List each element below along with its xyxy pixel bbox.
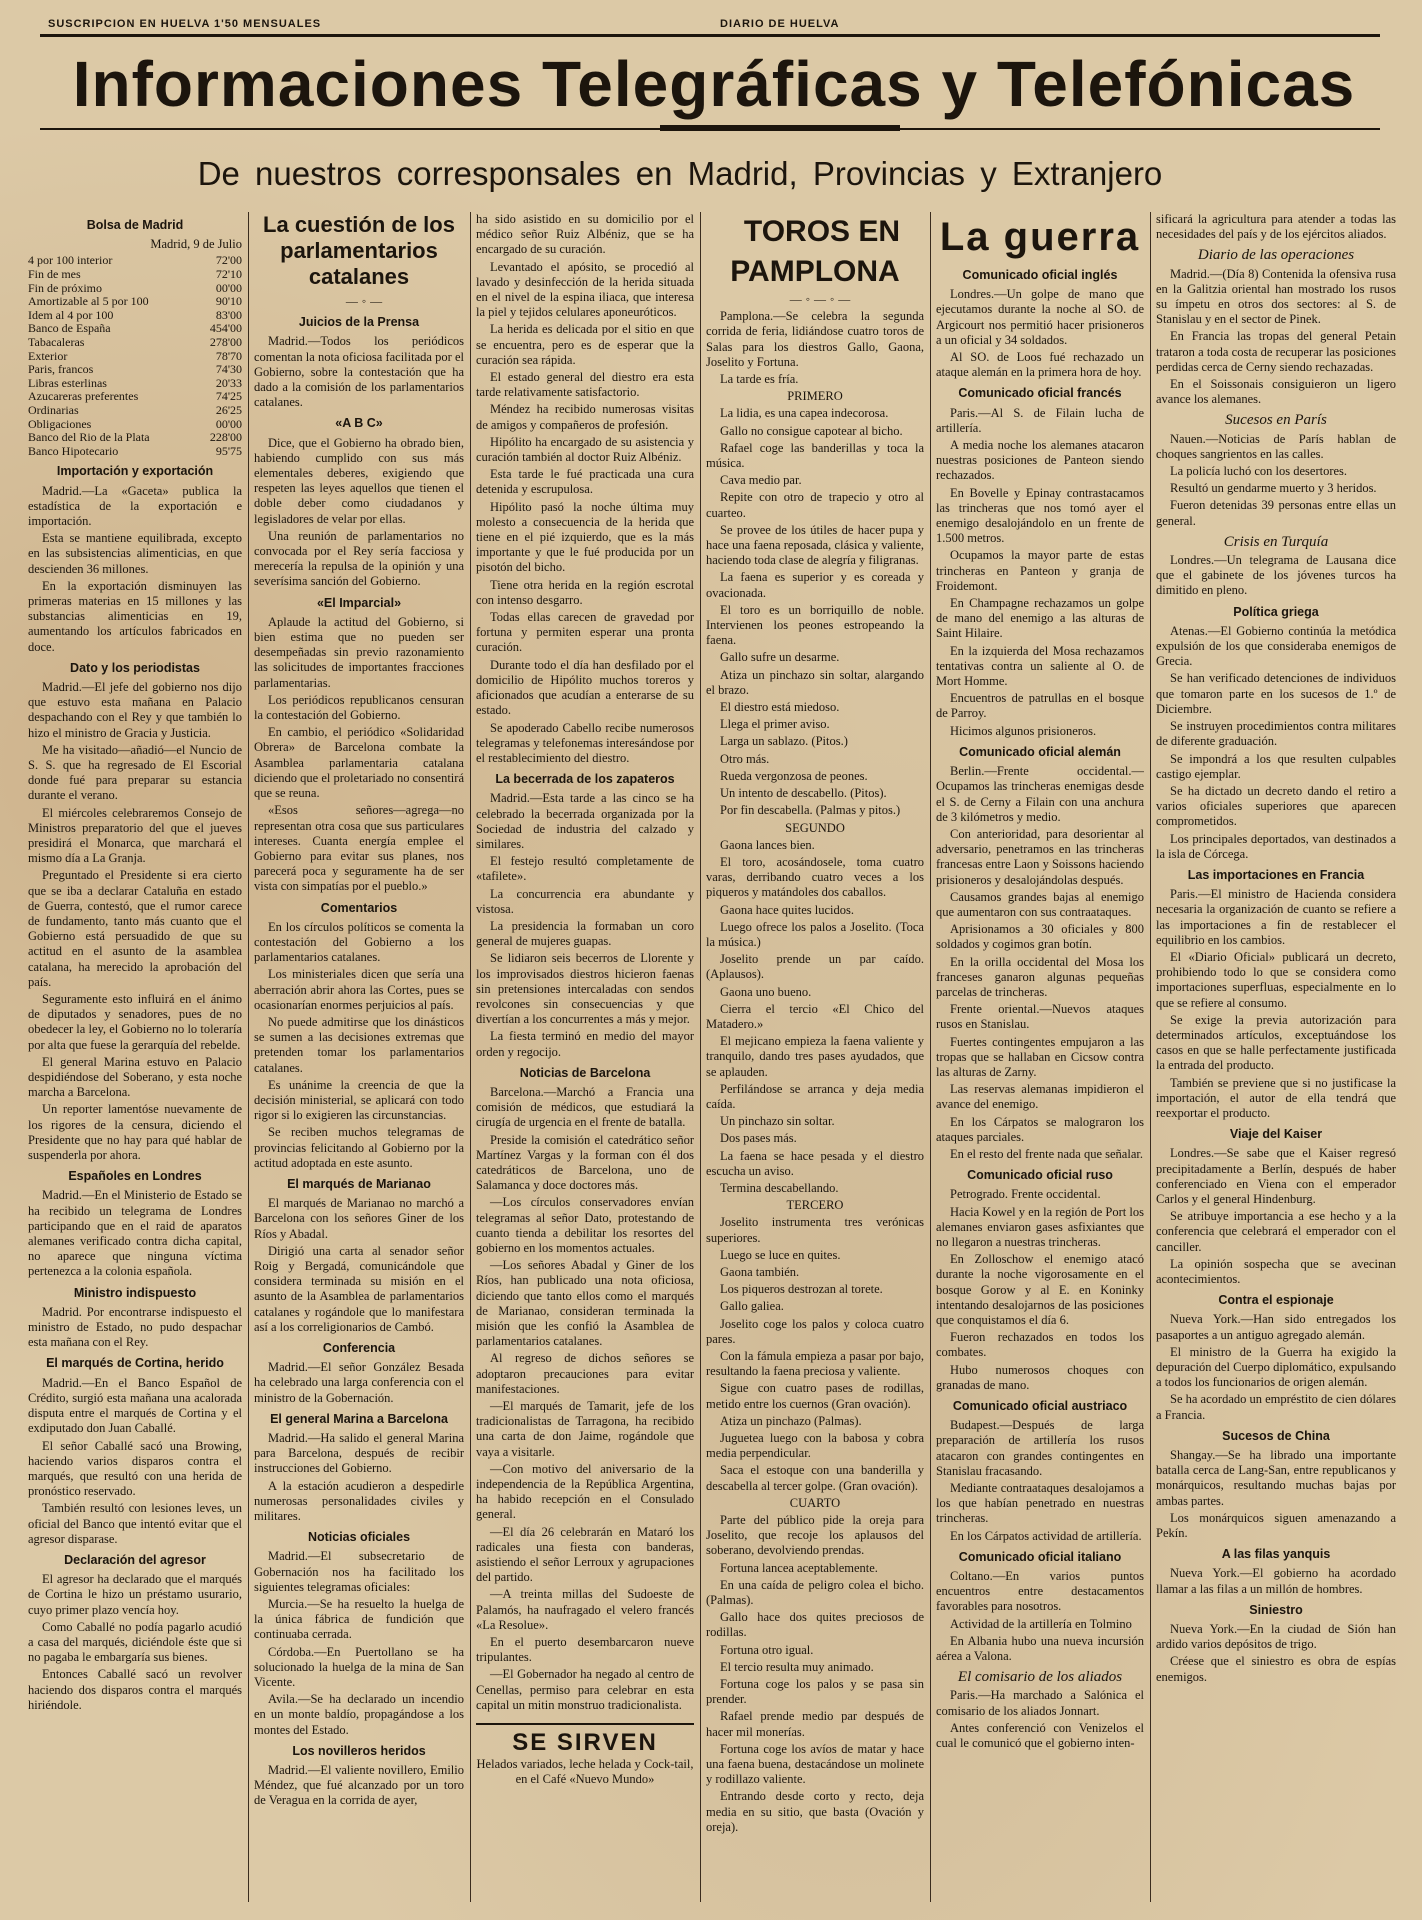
bolsa-item-name: Obligaciones bbox=[28, 416, 92, 431]
article-paragraph: «Esos señores—agrega—no representan otra cosa que sus particulares intereses. Cuanta energía emplee el Gobierno para evitar sus planes, nos parecerá poca y seguramente ha de ser vista con simpatías por el pueblo.» bbox=[254, 803, 464, 894]
article-paragraph: Hipólito ha encargado de su asistencia y curación también al doctor Ruiz Albéniz. bbox=[476, 434, 694, 465]
article-paragraph: Fueron rechazados en todos los combates. bbox=[936, 1330, 1144, 1360]
article-heading: Contra el espionaje bbox=[1218, 1293, 1334, 1308]
article-paragraph: Preguntado el Presidente si era cierto que se iba a declarar Cataluña en estado de Guerra, contestó, que el rumor carece de fundamento, tanto más cuanto que el Gobierno está persuadido de que su actitud en el asunto de la asamblea catalana, ha merecido la aprobación del país. bbox=[28, 868, 242, 989]
article-paragraph: Paris.—Ha marchado a Salónica el comisario de los aliados Jonnart. bbox=[936, 1688, 1144, 1718]
bolsa-row bbox=[28, 377, 242, 391]
article-paragraph: —El marqués de Tamarit, jefe de los tradicionalistas de Tarragona, ha recibido una carta de don Jaime, rogándole que vaya a visitarle. bbox=[476, 1399, 694, 1459]
article-paragraph: Sigue con cuatro pases de rodillas, metido entre los cuernos (Gran ovación). bbox=[706, 1381, 924, 1411]
article-paragraph: Córdoba.—En Puertollano se ha solucionado la huelga de la mina de San Vicente. bbox=[254, 1644, 464, 1690]
article-paragraph: El toro, acosándosele, toma cuatro varas, derribando cuatro veces a los piqueros y matándoles dos caballos. bbox=[706, 854, 924, 900]
article-paragraph: Se ha dictado un decreto dando el retiro a varios oficiales superiores que aparecen comprometidos. bbox=[1156, 783, 1396, 829]
article-paragraph: Londres.—Se sabe que el Kaiser regresó precipitadamente a Berlín, después de haber conferenciado en Viena con el emperador Carlos y el general Hindenburg. bbox=[1156, 1146, 1396, 1206]
article-paragraph: —El Gobernador ha negado al centro de Cenellas, permiso para celebrar en esta capital un mitin monstruo tradicionalista. bbox=[476, 1667, 694, 1712]
article-paragraph: Madrid.—La «Gaceta» publica la estadística de la exportación e importación. bbox=[28, 483, 242, 528]
bolsa-item-name: Azucareras preferentes bbox=[28, 389, 139, 404]
article-heading: Siniestro bbox=[1249, 1602, 1303, 1617]
article-paragraph: A la estación acudieron a despedirle numerosas personalidades civiles y militares. bbox=[254, 1478, 464, 1524]
article-paragraph: Se han verificado detenciones de individuos que tomaron parte en los sucesos de 1.º de Diciembre. bbox=[1156, 671, 1396, 716]
article-paragraph: Los periódicos republicanos censuran la contestación del Gobierno. bbox=[254, 692, 464, 723]
bolsa-item-value: 78'70 bbox=[215, 348, 242, 363]
article-paragraph: Madrid.—El señor González Besada ha celebrado una larga conferencia con el ministro de la Gobernación. bbox=[254, 1360, 464, 1405]
article-paragraph: Murcia.—Se ha resuelto la huelga de la única fábrica de fundición que continuaba cerrada. bbox=[254, 1597, 464, 1642]
article-paragraph: La herida es delicada por el sitio en que se encuentra, pero es de esperar que la curación sea rápida. bbox=[476, 322, 694, 367]
article-paragraph: El miércoles celebraremos Consejo de Ministros preparatorio del que el jueves presidirá el Monarca, que marchará el mismo día a La Granja. bbox=[28, 805, 242, 866]
article-paragraph: En la orilla occidental del Mosa los franceses ganaron algunas pequeñas parcelas de trincheras. bbox=[936, 954, 1144, 999]
title-rule-ornament bbox=[660, 125, 900, 131]
article-paragraph: La presidencia la formaban un coro general de mujeres guapas. bbox=[476, 918, 694, 949]
article-paragraph: Dirigió una carta al senador señor Roig y Bergadá, comunicándole que considera terminada su misión en el asunto de la Asamblea de parlamentarios catalanes y rogándole que lo manifestara así a los correligionarios de Cambó. bbox=[254, 1243, 464, 1334]
bolsa-row bbox=[28, 350, 242, 364]
article-paragraph: En cambio, el periódico «Solidaridad Obrera» de Barcelona combate la Asamblea parlamentaria catalana diciendo que el proletariado no consentirá que se reuna. bbox=[254, 725, 464, 801]
article-heading: Conferencia bbox=[322, 1341, 396, 1355]
article-paragraph: Dos pases más. bbox=[720, 1131, 797, 1146]
bolsa-row bbox=[28, 390, 242, 404]
ornament-divider: —◦—◦— bbox=[789, 292, 855, 306]
column-rule bbox=[930, 212, 931, 1902]
advertisement bbox=[476, 1723, 694, 1787]
article-paragraph: Se instruyen procedimientos contra militares de diferente graduación. bbox=[1156, 719, 1396, 749]
article-paragraph: Frente oriental.—Nuevos ataques rusos en Stanislau. bbox=[936, 1002, 1144, 1032]
article-headline: TOROS EN PAMPLONA bbox=[730, 215, 901, 288]
article-paragraph: Termina descabellando. bbox=[720, 1180, 839, 1195]
advertisement-text: Helados variados, leche helada y Cock-tail, en el Café «Nuevo Mundo» bbox=[476, 1757, 694, 1787]
article-paragraph: En Bovelle y Epinay contrastacamos las trincheras que nos tomó ayer el enemigo desalojándolo en un frente de 1.500 metros. bbox=[936, 485, 1144, 546]
bolsa-item-value: 90'10 bbox=[215, 294, 242, 309]
article-paragraph: Durante todo el día han desfilado por el domicilio de Hipólito muchos toreros y aficionados que acudían a enterarse de su estado. bbox=[476, 657, 694, 718]
article-paragraph: La faena es superior y es coreada y ovacionada. bbox=[706, 570, 924, 600]
article-paragraph: El marqués de Marianao no marchó a Barcelona con los señores Giner de los Ríos y Abadal. bbox=[254, 1196, 464, 1241]
article-paragraph: Repite con otro de trapecio y otro al cuarteo. bbox=[706, 490, 924, 520]
article-heading: Comunicado oficial ruso bbox=[967, 1168, 1113, 1183]
bolsa-heading: Bolsa de Madrid bbox=[86, 218, 184, 232]
article-heading: Comunicado oficial inglés bbox=[962, 268, 1118, 282]
bolsa-item-name: Banco Hipotecario bbox=[28, 443, 119, 458]
article-paragraph: Es unánime la creencia de que la decisión ministerial, se aplicará con todo rigor si lo exigieren las circunstancias. bbox=[254, 1077, 464, 1123]
article-paragraph: Antes conferenció con Venizelos el cual le comunicó que el gobierno inten- bbox=[936, 1720, 1144, 1751]
article-heading: Españoles en Londres bbox=[68, 1169, 202, 1184]
bolsa-item-value: 454'00 bbox=[209, 321, 242, 336]
article-paragraph: Resultó un gendarme muerto y 3 heridos. bbox=[1170, 481, 1377, 496]
article-heading: «A B C» bbox=[335, 416, 383, 431]
article-paragraph: Actividad de la artillería en Tolmino bbox=[950, 1616, 1132, 1631]
article-paragraph: Hubo numerosos choques con granadas de mano. bbox=[936, 1362, 1144, 1392]
bolsa-item-name: Fin de mes bbox=[28, 267, 81, 281]
article-paragraph: No puede admitirse que los dinásticos se sumen a las decisiones extremas que pretenden tomar los parlamentarios catalanes. bbox=[254, 1014, 464, 1075]
article-paragraph: Fueron detenidas 39 personas entre ellas un general. bbox=[1156, 498, 1396, 528]
article-paragraph: Los principales deportados, van destinados a la isla de Córcega. bbox=[1156, 831, 1396, 861]
article-paragraph: Nauen.—Noticias de París hablan de choques sangrientos en las calles. bbox=[1156, 431, 1396, 461]
article-paragraph: Aprisionamos a 30 oficiales y 800 soldados y cogimos gran botín. bbox=[936, 922, 1144, 952]
article-paragraph: Gallo sufre un desarme. bbox=[720, 650, 840, 665]
article-paragraph: Entrando desde corto y recto, deja media en su sitio, que basta (Ovación y oreja). bbox=[706, 1789, 924, 1834]
article-paragraph: Llega el primer aviso. bbox=[720, 717, 830, 732]
article-heading: El comisario de los aliados bbox=[957, 1669, 1123, 1686]
article-paragraph: En los Cárpatos actividad de artillería. bbox=[950, 1528, 1142, 1543]
article-paragraph: Nueva York.—Han sido entregados los pasaportes a un antiguo agregado alemán. bbox=[1156, 1312, 1396, 1342]
bolsa-row bbox=[28, 445, 242, 459]
article-paragraph: Fortuna coge los avíos de matar y hace una faena buena, destacándose un molinete y rodillazo valiente. bbox=[706, 1741, 924, 1787]
bolsa-item-value: 20'33 bbox=[215, 375, 242, 390]
article-paragraph: Saca el estoque con una banderilla y descabella al tercer golpe. (Gran ovación). bbox=[706, 1463, 924, 1493]
column-6 bbox=[1156, 212, 1396, 1902]
top-banner bbox=[40, 18, 1380, 34]
article-paragraph: Nueva York.—El gobierno ha acordado llamar a las filas a un millón de hombres. bbox=[1156, 1566, 1396, 1596]
article-paragraph: Shangay.—Se ha librado una importante batalla cerca de Lang-San, entre republicanos y monárquicos, resultando muchas bajas por ambas partes. bbox=[1156, 1448, 1396, 1508]
article-heading: Comunicado oficial italiano bbox=[958, 1549, 1122, 1564]
article-paragraph: Tiene otra herida en la región escrotal con intenso desgarro. bbox=[476, 577, 694, 607]
article-paragraph: Madrid.—Esta tarde a las cinco se ha celebrado la becerrada organizada por la Sociedad de industria del calzado y similares. bbox=[476, 791, 694, 851]
article-paragraph: Gaona también. bbox=[720, 1264, 800, 1279]
article-heading: Juicios de la Prensa bbox=[298, 315, 420, 330]
bolsa-item-name: Idem al 4 por 100 bbox=[28, 307, 114, 322]
bolsa-item-value: 72'10 bbox=[215, 267, 242, 281]
bolsa-row bbox=[28, 336, 242, 350]
article-paragraph: Levantado el apósito, se procedió al lavado y desinfección de la herida situada en el nivel de la espina iliaca, que interesa la piel y tejidos celulares aponeuróticos. bbox=[476, 259, 694, 320]
article-paragraph: Los monárquicos siguen amenazando a Pekín. bbox=[1156, 1510, 1396, 1541]
article-paragraph: Londres.—Un golpe de mano que ejecutamos durante la noche al SO. de Argicourt nos permitió hacer prisioneros a un oficial y 34 soldados. bbox=[936, 287, 1144, 347]
bolsa-item-name: Amortizable al 5 por 100 bbox=[28, 294, 149, 309]
article-paragraph: También resultó con lesiones leves, un oficial del Banco que intentó evitar que el agresor disparase. bbox=[28, 1501, 242, 1546]
article-paragraph: Hipólito pasó la noche última muy molesto a consecuencia de la herida que tiene en el pié izquierdo, que es la más importante y que le fué producida por un pisotón del bicho. bbox=[476, 499, 694, 575]
article-paragraph: Fuertes contingentes empujaron a las tropas que se hallaban en Cicsow contra las alturas de Zarny. bbox=[936, 1034, 1144, 1079]
article-paragraph: En la izquierda del Mosa rechazamos tentativas contra un saliente al O. de Mort Homme. bbox=[936, 643, 1144, 689]
bolsa-item-name: Banco del Rio de la Plata bbox=[28, 430, 150, 445]
bolsa-row bbox=[28, 295, 242, 309]
article-paragraph: Fortuna lancea aceptablemente. bbox=[720, 1560, 878, 1575]
article-paragraph: En el puerto desembarcaron nueve tripulantes. bbox=[476, 1635, 694, 1665]
article-paragraph: Al regreso de dichos señores se adoptaron precauciones para evitar manifestaciones. bbox=[476, 1351, 694, 1396]
article-headline: La cuestión de los parlamentarios catalanes bbox=[263, 212, 455, 289]
article-paragraph: —Con motivo del aniversario de la independencia de la República Argentina, ha habido recepción en el Consulado general. bbox=[476, 1461, 694, 1522]
article-paragraph: Un reporter lamentóse nuevamente de los rigores de la censura, diciendo el Presidente que no hay para qué hablar de suspenderla por ahora. bbox=[28, 1102, 242, 1163]
article-paragraph: Se lidiaron seis becerros de Llorente y los improvisados diestros hicieron faenas sin pretensiones intercaladas con sendos revolcones sin consecuencias y que divertían a los concurrentes a más y mejor. bbox=[476, 951, 694, 1027]
article-heading: Noticias de Barcelona bbox=[519, 1065, 651, 1080]
article-paragraph: Al SO. de Loos fué rechazado un ataque alemán en la primera hora de hoy. bbox=[936, 350, 1144, 380]
bolsa-item-value: 00'00 bbox=[215, 280, 242, 295]
article-paragraph: El ministro de la Guerra ha exigido la depuración del Cuerpo diplomático, expulsando a todos los funcionarios de origen alemán. bbox=[1156, 1344, 1396, 1390]
article-paragraph: Créese que el siniestro es obra de espías enemigos. bbox=[1156, 1654, 1396, 1684]
article-paragraph: —A treinta millas del Sudoeste de Palamós, ha naufragado el velero francés «La Resolue». bbox=[476, 1587, 694, 1632]
article-paragraph: El estado general del diestro era esta tarde relativamente satisfactorio. bbox=[476, 370, 694, 400]
article-paragraph: Méndez ha recibido numerosas visitas de amigos y compañeros de profesión. bbox=[476, 402, 694, 432]
article-paragraph: Rafael prende medio par después de hacer mil monerías. bbox=[706, 1709, 924, 1739]
bolsa-item-value: 26'25 bbox=[215, 402, 242, 417]
article-paragraph: El «Diario Oficial» publicará un decreto, prohibiendo todo lo que se considera como importaciones superfluas, especialmente en lo que se refiere al consumo. bbox=[1156, 949, 1396, 1010]
article-paragraph: Se exige la previa autorización para determinados artículos, exceptuándose los casos en que se halle perfectamente justificada la entrada del producto. bbox=[1156, 1012, 1396, 1073]
article-paragraph: Mediante contraataques desalojamos a los que habían penetrado en nuestras trincheras. bbox=[936, 1481, 1144, 1526]
article-paragraph: El señor Caballé sacó una Browing, haciendo varios disparos contra el marqués, que resultó con una herida de pronóstico reservado. bbox=[28, 1438, 242, 1499]
column-5 bbox=[936, 212, 1144, 1902]
article-paragraph: Se atribuye importancia a ese hecho y a la conferencia que celebrará el emperador con el canciller. bbox=[1156, 1209, 1396, 1254]
article-paragraph: Se provee de los útiles de hacer pupa y hace una faena reposada, clásica y valiente, haciendo toda clase de alegría y filigranas. bbox=[706, 522, 924, 568]
article-paragraph: Madrid.—Todos los periódicos comentan la nota oficiosa facilitada por el Gobierno, sobre la contestación que ha dado a la comisión de los parlamentarios catalanes. bbox=[254, 334, 464, 410]
bolsa-table bbox=[28, 254, 242, 458]
article-paragraph: Rafael coge las banderillas y toca la música. bbox=[706, 440, 924, 471]
article-paragraph: —El día 26 celebrarán en Mataró los radicales una fiesta con banderas, asistiendo el señor Lerroux y agrupaciones del partido. bbox=[476, 1524, 694, 1585]
article-paragraph: Las reservas alemanas impidieron el avance del enemigo. bbox=[936, 1082, 1144, 1112]
section-label: SEGUNDO bbox=[785, 820, 845, 835]
article-paragraph: Se reciben muchos telegramas de provincias felicitando al Gobierno por la actitud adoptada en este asunto. bbox=[254, 1125, 464, 1170]
article-paragraph: Atenas.—El Gobierno continúa la metódica expulsión de los que consideraba enemigos de Grecia. bbox=[1156, 623, 1396, 669]
article-paragraph: Gallo galiea. bbox=[720, 1299, 784, 1314]
article-paragraph: El mejicano empieza la faena valiente y tranquilo, dando tres pases ayudados, que se aplauden. bbox=[706, 1034, 924, 1079]
article-paragraph: Madrid.—El jefe del gobierno nos dijo que estuvo esta mañana en Palacio despachando con el Rey y que también lo hizo el ministro de Gracia y Justicia. bbox=[28, 679, 242, 740]
article-paragraph: Un intento de descabello. (Pitos). bbox=[720, 786, 887, 801]
article-paragraph: Causamos grandes bajas al enemigo que aumentaron con sus contraataques. bbox=[936, 889, 1144, 919]
article-paragraph: Berlin.—Frente occidental.—Ocupamos las trincheras enemigas desde el S. de Cerny a Filain con una anchura de 3 kilómetros y medio. bbox=[936, 764, 1144, 824]
article-paragraph: Aplaude la actitud del Gobierno, si bien estima que no pueden ser desempeñadas sin previo razonamiento las solicitudes de importantes fracciones parlamentarias. bbox=[254, 614, 464, 690]
article-paragraph: Barcelona.—Marchó a Francia una comisión de médicos, que estudiará la cirugía de urgencia en el frente de batalla. bbox=[476, 1084, 694, 1130]
article-paragraph: En Francia las tropas del general Petain trataron a toda costa de recuperar las posiciones perdidas cerca de Cerny siendo rechazadas. bbox=[1156, 329, 1396, 374]
article-paragraph: sificará la agricultura para atender a todas las necesidades del país y de los ejércitos aliados. bbox=[1156, 212, 1396, 242]
article-heading: Los novilleros heridos bbox=[292, 1743, 426, 1758]
article-paragraph: Dice, que el Gobierno ha obrado bien, habiendo cumplido con sus más elementales deberes, exigiendo que respeten las leyes aquellos que tienen el doble deber como ciudadanos y legisladores de velar por ellas. bbox=[254, 435, 464, 526]
article-paragraph: En Champagne rechazamos un golpe de mano del enemigo a las alturas de Saint Hilaire. bbox=[936, 596, 1144, 641]
column-rule bbox=[248, 212, 249, 1902]
article-paragraph: El toro es un borriquillo de noble. Intervienen los peones estropeando la faena. bbox=[706, 602, 924, 648]
article-heading: Sucesos en París bbox=[1225, 412, 1327, 429]
article-paragraph: Gaona uno bueno. bbox=[720, 984, 812, 999]
article-paragraph: Budapest.—Después de larga preparación de artillería los rusos atacaron con grandes contingentes en Stanislau fracasando. bbox=[936, 1418, 1144, 1478]
article-paragraph: Hacia Kowel y en la región de Port los alemanes enviaron gases asfixiantes que no llegaron a nuestras trincheras. bbox=[936, 1204, 1144, 1249]
article-paragraph: Londres.—Un telegrama de Lausana dice que el gabinete de los jóvenes turcos ha dimitido en pleno. bbox=[1156, 553, 1396, 598]
article-paragraph: Cava medio par. bbox=[720, 473, 802, 488]
bolsa-row bbox=[28, 322, 242, 336]
article-paragraph: Petrogrado. Frente occidental. bbox=[950, 1187, 1101, 1202]
article-heading: Dato y los periodistas bbox=[70, 660, 200, 675]
article-paragraph: Madrid.—En el Banco Español de Crédito, surgió esta mañana una acalorada disputa entre el marqués de Cortina y el exdiputado don Juan Caballé. bbox=[28, 1375, 242, 1436]
article-heading: Comunicado oficial alemán bbox=[959, 744, 1121, 759]
article-paragraph: Entonces Caballé sacó un revolver haciendo dos disparos contra el marqués hiriéndole. bbox=[28, 1667, 242, 1712]
article-paragraph: Atiza un pinchazo sin soltar, alargando el brazo. bbox=[706, 667, 924, 697]
bolsa-row bbox=[28, 268, 242, 282]
article-paragraph: El general Marina estuvo en Palacio despidiéndose del Soberano, y esta noche marcha a Barcelona. bbox=[28, 1054, 242, 1100]
subscription-banner: SUSCRIPCION EN HUELVA 1'50 MENSUALES bbox=[48, 18, 322, 30]
bolsa-row bbox=[28, 404, 242, 418]
article-paragraph: Cierra el tercio «El Chico del Matadero.» bbox=[706, 1001, 924, 1031]
article-paragraph: Fortuna otro igual. bbox=[720, 1642, 814, 1657]
article-paragraph: Luego se luce en quites. bbox=[720, 1247, 841, 1262]
article-heading: La becerrada de los zapateros bbox=[495, 772, 675, 787]
article-paragraph: Otro más. bbox=[720, 751, 770, 766]
article-paragraph: —Los círculos conservadores envían telegramas al señor Dato, protestando de cuanto tienda a debilitar los resortes del gobierno en los momentos actuales. bbox=[476, 1195, 694, 1255]
article-paragraph: Gaona lances bien. bbox=[720, 837, 815, 852]
article-paragraph: Rueda vergonzosa de peones. bbox=[720, 768, 868, 783]
article-paragraph: Como Caballé no podía pagarlo acudió a casa del marqués, diciéndole éste que si no pagaba le embargaría sus bienes. bbox=[28, 1619, 242, 1665]
article-paragraph: Fortuna coge los palos y se pasa sin prender. bbox=[706, 1677, 924, 1707]
bolsa-dateline: Madrid, 9 de Julio bbox=[150, 237, 242, 252]
article-paragraph: Perfilándose se arranca y deja media caída. bbox=[706, 1081, 924, 1111]
article-headline: La guerra bbox=[939, 215, 1141, 259]
bolsa-row bbox=[28, 254, 242, 268]
article-paragraph: Joselito prende un par caído. (Aplausos). bbox=[706, 952, 924, 982]
article-paragraph: Por fin descabella. (Palmas y pitos.) bbox=[720, 803, 901, 818]
article-paragraph: Avila.—Se ha declarado un incendio en un monte baldío, propagándose a los montes del Estado. bbox=[254, 1692, 464, 1737]
article-paragraph: Madrid.—El subsecretario de Gobernación nos ha facilitado los siguientes telegramas oficiales: bbox=[254, 1549, 464, 1594]
article-paragraph: Madrid.—En el Ministerio de Estado se ha recibido un telegrama de Londres participando que en el raid de aparatos alemanes verificado contra dicha capital, no aparece que ninguna víctima pertenezca a la colonia española. bbox=[28, 1188, 242, 1279]
bolsa-item-value: 278'00 bbox=[209, 334, 242, 349]
article-paragraph: Luego ofrece los palos a Joselito. (Toca la música.) bbox=[706, 919, 924, 949]
article-paragraph: La fiesta terminó en medio del mayor orden y regocijo. bbox=[476, 1029, 694, 1059]
column-3 bbox=[476, 212, 694, 1902]
column-2 bbox=[254, 212, 464, 1902]
section-label: CUARTO bbox=[789, 1495, 841, 1510]
section-label: TERCERO bbox=[786, 1198, 844, 1213]
article-paragraph: En el resto del frente nada que señalar. bbox=[950, 1146, 1143, 1161]
article-paragraph: Gaona hace quites lucidos. bbox=[720, 902, 854, 917]
bolsa-row bbox=[28, 418, 242, 432]
page-subtitle: De nuestros corresponsales en Madrid, Provincias y Extranjero bbox=[197, 155, 1163, 192]
article-heading: Comentarios bbox=[320, 900, 398, 915]
page-title: Informaciones Telegráficas y Telefónicas bbox=[72, 48, 1356, 120]
article-paragraph: A media noche los alemanes atacaron nuestras posiciones de Panteon siendo rechazados. bbox=[936, 438, 1144, 483]
article-heading: Diario de las operaciones bbox=[1197, 247, 1355, 264]
article-heading: Viaje del Kaiser bbox=[1229, 1127, 1323, 1142]
article-paragraph: —Los señores Abadal y Giner de los Ríos, han publicado una nota oficiosa, diciendo que tanto ellos como el marqués de Marianao, consideran terminada la misión que les confió la Asamblea de parlamentarios catalanes. bbox=[476, 1258, 694, 1349]
article-paragraph: Esta se mantiene equilibrada, excepto en las subsistencias alimenticias, en que descienden 36 millones. bbox=[28, 531, 242, 576]
article-paragraph: Coltano.—En varios puntos encuentros entre destacamentos favorables para nosotros. bbox=[936, 1569, 1144, 1614]
article-paragraph: Una reunión de parlamentarios no convocada por el Rey sería facciosa y merecería la repulsa de la opinión y una severísima sanción del Gobierno. bbox=[254, 528, 464, 589]
bolsa-item-value: 00'00 bbox=[215, 416, 242, 431]
article-paragraph: La tarde es fría. bbox=[720, 372, 799, 387]
article-paragraph: Madrid.—(Día 8) Contenida la ofensiva rusa en la Galitzia oriental han mostrado los rusos su ímpetu en otros dos sectores: al S. de Stanislau y en el sector de Pinek. bbox=[1156, 266, 1396, 327]
article-paragraph: El festejo resultó completamente de «tafilete». bbox=[476, 854, 694, 884]
article-paragraph: Se apoderado Cabello recibe numerosos telegramas y telefonemas interesándose por el restablecimiento del diestro. bbox=[476, 720, 694, 765]
article-paragraph: Joselito instrumenta tres verónicas superiores. bbox=[706, 1215, 924, 1245]
article-paragraph: En el Soissonais consiguieron un ligero avance los alemanes. bbox=[1156, 377, 1396, 407]
article-paragraph: Nueva York.—En la ciudad de Sión han ardido varios depósitos de trigo. bbox=[1156, 1622, 1396, 1652]
article-paragraph: Gallo hace dos quites preciosos de rodillas. bbox=[706, 1610, 924, 1640]
article-paragraph: Se ha acordado un empréstito de cien dólares a Francia. bbox=[1156, 1392, 1396, 1422]
bolsa-item-value: 74'30 bbox=[215, 362, 242, 377]
bolsa-item-name: Exterior bbox=[28, 348, 68, 363]
column-rule bbox=[700, 212, 701, 1902]
ornament-divider: —◦— bbox=[345, 294, 387, 308]
article-paragraph: Ocupamos la mayor parte de estas trincheras en Panteon y granja de Froidemont. bbox=[936, 548, 1144, 593]
article-paragraph: Gallo no consigue capotear al bicho. bbox=[720, 423, 903, 438]
paper-name-banner: DIARIO DE HUELVA bbox=[720, 18, 840, 30]
article-paragraph: Pamplona.—Se celebra la segunda corrida de feria, lidiándose cuatro toros de Salas para los diestros Gallo, Gaona, Joselito y Fortuna. bbox=[706, 309, 924, 369]
article-paragraph: En una caída de peligro colea el bicho. (Palmas). bbox=[706, 1577, 924, 1608]
column-rule bbox=[1150, 212, 1151, 1902]
article-paragraph: En los Cárpatos se malograron los ataques parciales. bbox=[936, 1114, 1144, 1144]
article-heading: Comunicado oficial francés bbox=[958, 386, 1122, 401]
article-paragraph: La concurrencia era abundante y vistosa. bbox=[476, 886, 694, 916]
column-4 bbox=[706, 212, 924, 1902]
advertisement-title: SE SIRVEN bbox=[512, 1729, 658, 1757]
bolsa-item-value: 228'00 bbox=[209, 430, 242, 445]
article-paragraph: Un pinchazo sin soltar. bbox=[720, 1114, 835, 1129]
bolsa-item-value: 74'25 bbox=[215, 389, 242, 404]
bolsa-row bbox=[28, 431, 242, 445]
bolsa-item-name: Paris, francos bbox=[28, 362, 94, 377]
article-paragraph: Preside la comisión el catedrático señor Martínez Vargas y la forman con él dos catedráticos de Barcelona, uno de Salamanca y doce doctores más. bbox=[476, 1132, 694, 1193]
article-paragraph: Juguetea luego con la babosa y cobra media perpendicular. bbox=[706, 1431, 924, 1461]
bolsa-row bbox=[28, 363, 242, 377]
article-heading: El marqués de Cortina, herido bbox=[46, 1356, 224, 1371]
article-heading: Sucesos de China bbox=[1222, 1428, 1330, 1443]
article-heading: El general Marina a Barcelona bbox=[270, 1411, 448, 1426]
bolsa-item-value: 72'00 bbox=[215, 253, 242, 268]
column-rule bbox=[470, 212, 471, 1902]
article-heading: El marqués de Marianao bbox=[287, 1176, 431, 1191]
article-paragraph: Madrid.—Ha salido el general Marina para Barcelona, después de recibir instrucciones del Gobierno. bbox=[254, 1431, 464, 1476]
article-paragraph: Los ministeriales dicen que sería una aberración abrir ahora las Cortes, pues se ocasionarían enormes perjuicios al país. bbox=[254, 967, 464, 1012]
article-paragraph: Joselito coge los palos y coloca cuatro pares. bbox=[706, 1316, 924, 1346]
article-paragraph: La opinión sospecha que se avecinan acontecimientos. bbox=[1156, 1256, 1396, 1286]
article-heading: Comunicado oficial austriaco bbox=[952, 1399, 1128, 1414]
article-paragraph: Esta tarde le fué practicada una cura detenida y escrupulosa. bbox=[476, 467, 694, 497]
article-heading: Noticias oficiales bbox=[307, 1530, 411, 1545]
article-heading: «El Imparcial» bbox=[316, 595, 402, 610]
article-paragraph: Se impondrá a los que resulten culpables castigo ejemplar. bbox=[1156, 751, 1396, 781]
article-paragraph: El diestro está miedoso. bbox=[720, 700, 840, 715]
article-paragraph: Me ha visitado—añadió—el Nuncio de S. S. que ha regresado de El Escorial donde fué para preparar su estancia durante el verano. bbox=[28, 742, 242, 803]
bolsa-item-value: 83'00 bbox=[215, 307, 242, 322]
article-heading: Las importaciones en Francia bbox=[1187, 867, 1365, 882]
bolsa-item-name: 4 por 100 interior bbox=[28, 253, 113, 268]
article-heading: A las filas yanquis bbox=[1221, 1547, 1331, 1562]
article-paragraph: El agresor ha declarado que el marqués de Cortina le hizo un préstamo usurario, cuyo primer plazo vencía hoy. bbox=[28, 1572, 242, 1617]
article-paragraph: Paris.—El ministro de Hacienda considera necesaria la organización de cuanto se refiere a las importaciones a fin de restablecer el equilibrio en los cambios. bbox=[1156, 887, 1396, 947]
bolsa-row bbox=[28, 282, 242, 296]
article-paragraph: ha sido asistido en su domicilio por el médico señor Ruiz Albéniz, que se ha encargado de su curación. bbox=[476, 212, 694, 257]
article-paragraph: En Zolloschow el enemigo atacó durante la noche vigorosamente en el bosque Gorow y al E. en Koninky intentando desalojarnos de las posiciones que conquistamos el día 6. bbox=[936, 1252, 1144, 1327]
article-paragraph: Madrid.—El valiente novillero, Emilio Méndez, que fué alcanzado por un toro de Veragua en la corrida de ayer, bbox=[254, 1763, 464, 1808]
bolsa-item-value: 95'75 bbox=[215, 443, 242, 458]
article-paragraph: La policía luchó con los desertores. bbox=[1170, 464, 1348, 479]
top-rule bbox=[40, 34, 1380, 37]
bolsa-item-name: Banco de España bbox=[28, 321, 111, 336]
article-heading: Crisis en Turquía bbox=[1223, 533, 1329, 550]
bolsa-item-name: Libras esterlinas bbox=[28, 375, 107, 390]
article-paragraph: Paris.—Al S. de Filain lucha de artillería. bbox=[936, 405, 1144, 435]
bolsa-item-name: Ordinarias bbox=[28, 402, 79, 417]
article-paragraph: En Albania hubo una nueva incursión aérea a Valona. bbox=[936, 1633, 1144, 1664]
article-paragraph: Con anterioridad, para desorientar al adversario, penetramos en las trincheras francesas entre Laon y Soissons haciendo prisioneros y desalojándolas después. bbox=[936, 826, 1144, 887]
bolsa-row bbox=[28, 309, 242, 323]
article-heading: Declaración del agresor bbox=[64, 1552, 206, 1567]
article-heading: Ministro indispuesto bbox=[73, 1285, 197, 1300]
article-paragraph: Madrid. Por encontrarse indispuesto el ministro de Estado, no pudo despachar esta mañana con el Rey. bbox=[28, 1304, 242, 1350]
article-heading: Política griega bbox=[1233, 604, 1319, 619]
section-label: PRIMERO bbox=[787, 389, 843, 404]
article-paragraph: Atiza un pinchazo (Palmas). bbox=[720, 1413, 862, 1428]
bolsa-item-name: Fin de próximo bbox=[28, 280, 102, 295]
article-paragraph: La lidia, es una capea indecorosa. bbox=[720, 406, 889, 421]
article-paragraph: Todas ellas carecen de gravedad por fortuna y permiten esperar una pronta curación. bbox=[476, 610, 694, 655]
article-paragraph: Los piqueros destrozan al torete. bbox=[720, 1282, 883, 1297]
article-paragraph: Con la fámula empieza a pasar por bajo, resultando la faena preciosa y valiente. bbox=[706, 1349, 924, 1379]
article-paragraph: Seguramente esto influirá en el ánimo de diputados y senadores, pues de no obedecer la ley, el Gobierno no lo toleraría por alta que fuese la gerarquía del rebelde. bbox=[28, 992, 242, 1052]
article-paragraph: La faena se hace pesada y el diestro escucha un aviso. bbox=[706, 1148, 924, 1178]
article-paragraph: Hicimos algunos prisioneros. bbox=[950, 723, 1097, 738]
bolsa-item-name: Tabacaleras bbox=[28, 334, 85, 349]
article-paragraph: Encuentros de patrullas en el bosque de Parroy. bbox=[936, 691, 1144, 721]
column-1 bbox=[28, 212, 242, 1902]
article-paragraph: Larga un sablazo. (Pitos.) bbox=[720, 734, 848, 749]
article-heading: Importación y exportación bbox=[56, 464, 214, 479]
article-paragraph: También se previene que si no justificase la importación, el autor de ella tendrá que reexportar el producto. bbox=[1156, 1075, 1396, 1120]
article-paragraph: En la exportación disminuyen las primeras materias en 15 millones y las substancias alimenticias en 19, aumentando los artículos fabricados en doce. bbox=[28, 578, 242, 654]
article-paragraph: El tercio resulta muy animado. bbox=[720, 1659, 874, 1674]
article-paragraph: Parte del público pide la oreja para Joselito, que recoje los aplausos del soberano, devolviendo prendas. bbox=[706, 1513, 924, 1558]
article-paragraph: En los círculos políticos se comenta la contestación del Gobierno a los parlamentarios catalanes. bbox=[254, 919, 464, 965]
